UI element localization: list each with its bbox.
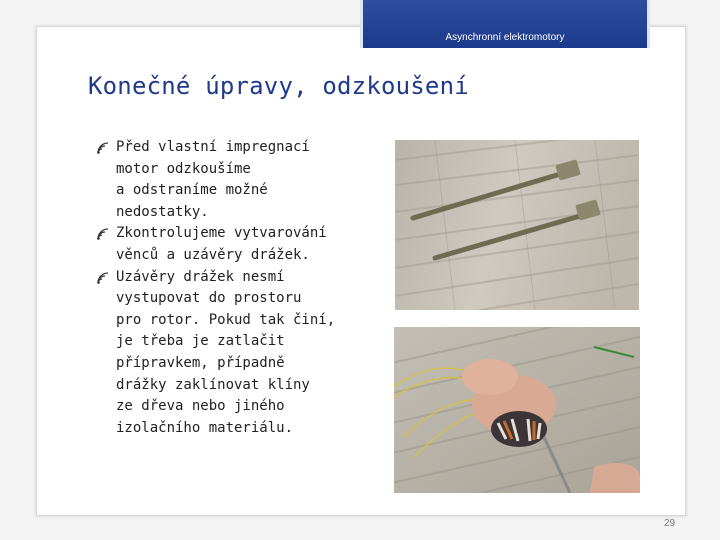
slide-title: Konečné úpravy, odzkoušení: [88, 72, 469, 100]
bullet-line: izolačního materiálu.: [116, 419, 294, 436]
bullet-item: [96, 267, 346, 440]
bullet-line: věnců a uzávěry drážek.: [116, 246, 310, 263]
bullet-line: Před vlastní impregnací: [116, 139, 310, 155]
bullet-list: [96, 137, 346, 439]
wifi-fan-icon: [96, 271, 110, 285]
bullet-line: pro rotor. Pokud tak činí,: [116, 311, 336, 328]
bullet-line: drážky zaklínovat klíny: [116, 376, 310, 393]
wifi-fan-icon: [96, 227, 110, 241]
bullet-line: přípravkem, případně: [116, 354, 285, 371]
bullet-line: vystupovat do prostoru: [116, 290, 302, 307]
presentation-title: Asynchronní elektromotory: [445, 32, 565, 43]
wifi-fan-icon: [96, 141, 110, 155]
bullet-line: Zkontrolujeme vytvarování: [116, 225, 327, 242]
photo-slot-tools: [395, 140, 639, 310]
bullet-line: ze dřeva nebo jiného: [116, 398, 285, 415]
bullet-item: [96, 223, 346, 266]
photo-stator-winding: [394, 327, 640, 493]
bullet-line: a odstraníme možné: [116, 182, 268, 199]
bullet-line: motor odzkoušíme: [116, 160, 251, 177]
bullet-line: nedostatky.: [116, 203, 209, 220]
page-number: 29: [664, 518, 676, 529]
bullet-line: je třeba je zatlačit: [116, 333, 285, 350]
presentation-header: [360, 0, 650, 48]
bullet-item: [96, 137, 346, 223]
bullet-line: Uzávěry drážek nesmí: [116, 268, 285, 285]
